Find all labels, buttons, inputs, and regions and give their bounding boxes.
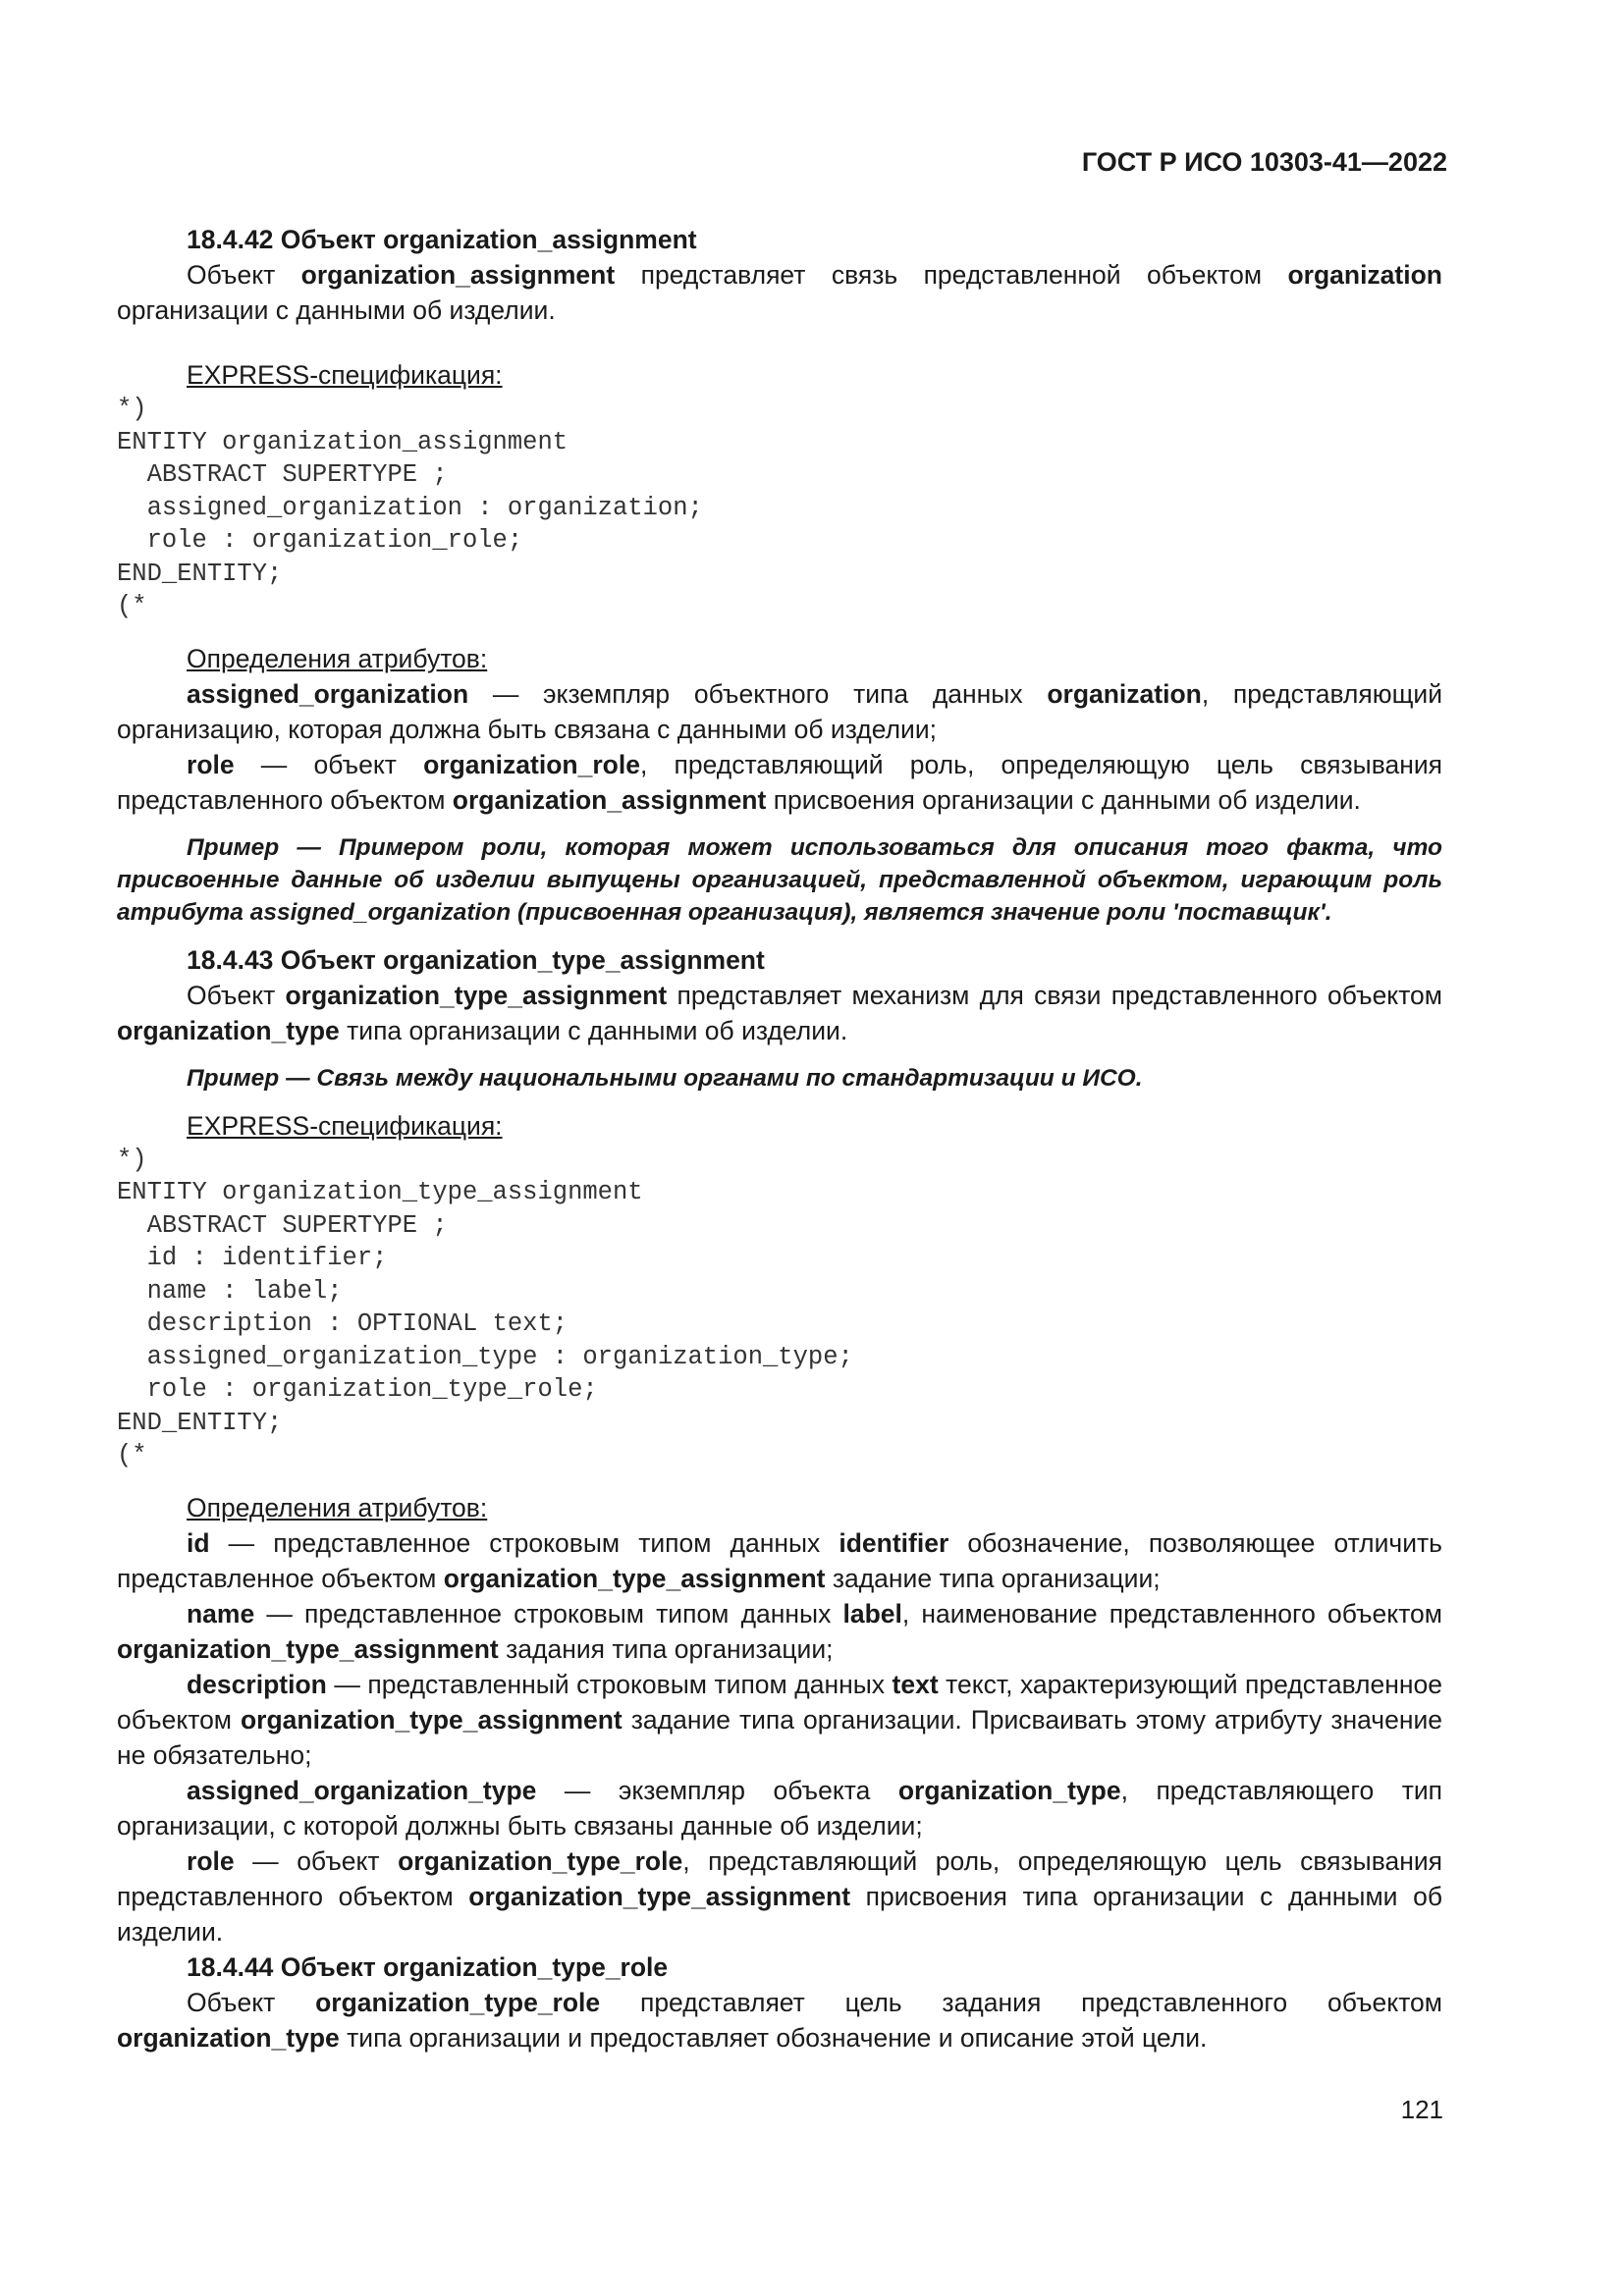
express-spec-label: EXPRESS-спецификация: [187,1110,503,1141]
page-content [117,222,1442,2056]
attribute-definition [117,1525,1442,1596]
section-title-18-4-44: 18.4.44 Объект organization_type_role [187,1951,669,1982]
attribute-definition [117,1843,1442,1949]
section-18-4-42-description [117,257,1442,328]
entity-name: organization_assignment [300,260,616,290]
entity-name: organization_role [423,749,640,779]
attribute-definition [117,1773,1442,1843]
express-code-block: *) ENTITY organization_type_assignment ABSTRACT SUPERTYPE ; id : identifier; name : label; description : OPTIONAL text; assigned_organization_type : organization_type; role : organization_type_role; END_ENTITY; (* [117,1145,853,1469]
attribute-name: name [187,1598,255,1629]
text-run: — объект [234,1845,399,1876]
text-run: задание типа организации; [825,1563,1161,1593]
text-run: представляет связь представленной объектом [615,260,1288,290]
entity-name: organization [1047,678,1202,709]
page-number: 121 [1400,2095,1443,2124]
entity-name: organization_type_assignment [241,1704,623,1735]
entity-name: organization_type_assignment [117,1633,499,1664]
type-name: identifier [839,1527,949,1558]
text-run: — экземпляр объектного типа данных [468,678,1048,709]
text-run: организации с данными об изделии. [117,295,556,325]
entity-name: organization_type_role [315,1987,601,2017]
express-spec-label: EXPRESS-спецификация: [187,360,503,390]
example-note: Пример — Связь между национальными органами по стандартизации и ИСО. [187,1064,1143,1092]
text-run: присвоения организации с данными об изделии. [766,784,1361,815]
attribute-name: id [187,1527,210,1558]
section-18-4-44-description [117,1985,1442,2056]
entity-name: organization_type_assignment [443,1563,826,1593]
text-run: , представляющего тип организации, с которой должны быть связаны данные об изделии; [117,1775,1442,1841]
text-run: — объект [234,749,424,779]
text-run: представляет механизм для связи представленного объектом [667,980,1442,1010]
attribute-name: description [187,1669,327,1699]
text-run: — экземпляр объекта [536,1775,898,1805]
text-run: , представляющий организацию, которая должна быть связана с данными об изделии; [117,678,1443,744]
text-run: присвоения типа организации с данными об изделии. [117,1881,1442,1947]
text-run: , представляющий роль, определяющую цель связывания представленного объектом [117,749,1442,815]
text-run: — представленное строковым типом данных [254,1598,843,1629]
document-header-id: ГОСТ Р ИСО 10303-41—2022 [1081,147,1447,177]
text-run: текст, характеризующий представленное объектом [117,1669,1442,1735]
express-code-block: *) ENTITY organization_assignment ABSTRACT SUPERTYPE ; assigned_organization : organization; role : organization_role; END_ENTITY; (* [117,395,703,620]
section-18-4-43-description [117,978,1442,1048]
text-run: задания типа организации; [498,1633,834,1664]
type-name: label [842,1598,902,1629]
type-name: text [892,1669,939,1699]
attribute-definition [117,676,1442,747]
text-run: типа организации и предоставляет обозначение и описание этой цели. [339,2022,1208,2053]
text-run: — представленное строковым типом данных [209,1527,839,1558]
attribute-name: assigned_organization [187,678,469,709]
section-title-18-4-42: 18.4.42 Объект organization_assignment [187,225,697,254]
text-run: Объект [187,1987,316,2017]
entity-name: organization_type_assignment [468,1881,851,1911]
example-note: Пример — Примером роли, которая может использоваться для описания того факта, что присвоенные данные об изделии выпущены организацией, представленной объектом, играющим роль атрибута assigned_organization (присвоенная организация), является значение роли 'поставщик'. [117,833,1442,926]
entity-name: organization [1287,260,1442,290]
entity-name: organization_type [897,1775,1121,1805]
attribute-definition [117,1596,1442,1667]
entity-name: organization_type_role [398,1845,683,1876]
text-run: , представляющий роль, определяющую цель связывания представленного объектом [117,1845,1442,1911]
text-run: Объект [187,260,301,290]
entity-name: organization_assignment [452,784,767,815]
attribute-name: assigned_organization_type [187,1775,537,1805]
attribute-definitions-label: Определения атрибутов: [187,643,488,673]
attribute-definition [117,1667,1442,1773]
text-run: — представленный строковым типом данных [326,1669,893,1699]
entity-name: organization_type_assignment [285,980,668,1010]
attribute-definition [117,747,1442,818]
entity-name: organization_type [117,2022,340,2053]
text-run: типа организации с данными об изделии. [339,1015,848,1045]
text-run: , наименование представленного объектом [901,1598,1442,1629]
attribute-name: role [187,1845,235,1876]
text-run: обозначение, позволяющее отличить представленное объектом [117,1527,1442,1593]
section-title-18-4-43: 18.4.43 Объект organization_type_assignment [187,944,765,975]
text-run: представляет цель задания представленного объектом [600,1987,1442,2017]
entity-name: organization_type [117,1015,340,1045]
attribute-name: role [187,749,235,779]
text-run: Объект [187,980,286,1010]
text-run: задание типа организации. Присваивать этому атрибуту значение не обязательно; [117,1704,1442,1770]
attribute-definitions-label: Определения атрибутов: [187,1492,488,1522]
